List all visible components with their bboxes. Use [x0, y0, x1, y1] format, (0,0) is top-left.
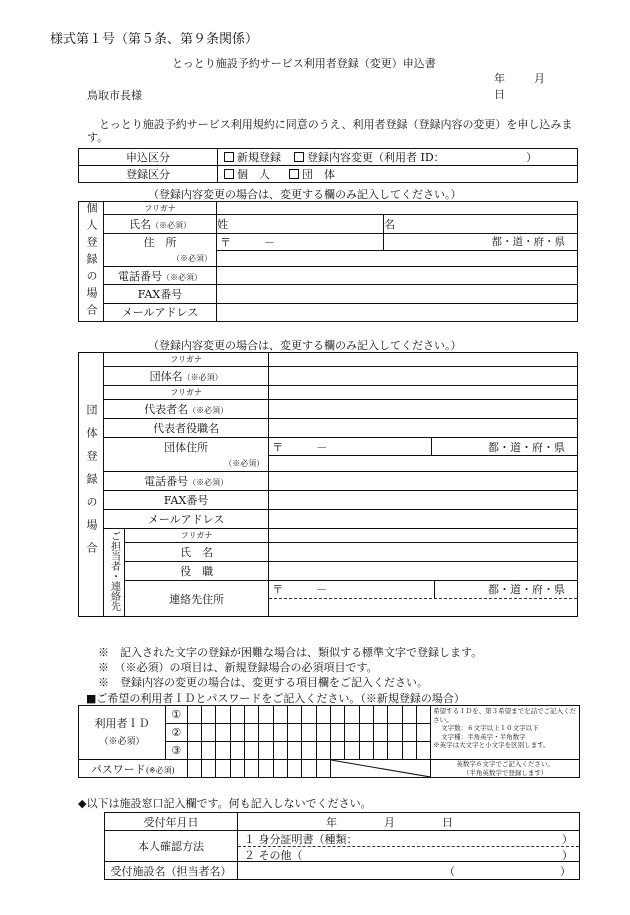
id3-char-cell[interactable] [359, 742, 373, 760]
change-registration-label: 登録内容変更（利用者 ID： [307, 151, 445, 164]
change-note-2: （登録内容変更の場合は、変更する欄のみ記入してください。） [148, 339, 462, 352]
pw-char-cell[interactable] [187, 760, 201, 778]
group-name-label: 団体名（※必須） [104, 367, 269, 386]
id3-char-cell[interactable] [230, 742, 244, 760]
method-2-line: ２ その他（ ） [244, 849, 573, 862]
office-heading: ◆以下は施設窓口記入欄です。何も記入しないでください。 [78, 797, 372, 810]
received-date-field [238, 813, 580, 831]
group-label: 団 体 [302, 168, 335, 181]
group-side-label: 団体登録の場合 [79, 353, 104, 617]
individual-address-label: 住 所 [104, 233, 217, 250]
identity-check-label: 本人確認方法 [105, 831, 238, 862]
method-1: １ 身分証明書（種類： [244, 833, 358, 846]
id2-char-cell[interactable] [287, 724, 301, 742]
contact-role-field[interactable] [269, 562, 578, 581]
contact-address-top [269, 581, 577, 599]
id-heading: ■ご希望の利用者ＩＤとパスワードをご記入ください。（※新規登録の場合） [86, 692, 465, 705]
id1-char-cell[interactable] [244, 706, 258, 724]
facility-label: 受付施設名（担当者名） [105, 862, 238, 880]
contact-name-label: 氏 名 [125, 543, 269, 562]
rep-name-field[interactable] [269, 400, 578, 419]
id2-char-cell[interactable] [345, 724, 359, 742]
id1-char-cell[interactable] [359, 706, 373, 724]
id2-char-cell[interactable] [216, 724, 230, 742]
id-choice-1: ① [166, 706, 188, 724]
individual-side-label: 個人登録の場合 [79, 202, 104, 322]
id3-char-cell[interactable] [388, 742, 402, 760]
individual-label: 個 人 [237, 168, 270, 181]
id3-char-cell[interactable] [259, 742, 273, 760]
method-1-line: １ 身分証明書（種類： ） [238, 831, 579, 847]
id2-char-cell[interactable] [244, 724, 258, 742]
date-line [494, 70, 574, 102]
contact-address-field[interactable] [269, 581, 578, 617]
id1-char-cell[interactable] [316, 706, 330, 724]
id-case-rule: ※英字は大文字と小文字を区別します。 [433, 741, 550, 749]
id3-char-cell[interactable] [345, 742, 359, 760]
office-month: 月 [384, 815, 395, 829]
contact-postal-mark: 〒 － [269, 581, 435, 598]
individual-email-label: メールアドレス [104, 303, 217, 321]
facility-field [238, 862, 580, 880]
surname-field[interactable] [217, 215, 384, 233]
id1-char-cell[interactable] [388, 706, 402, 724]
id-choice-3: ③ [166, 742, 188, 760]
application-type-label: 申込区分 [79, 149, 218, 166]
facility-open: （ [444, 864, 455, 878]
group-prefecture[interactable] [432, 438, 578, 456]
id1-char-cell[interactable] [273, 706, 287, 724]
office-day: 日 [442, 815, 453, 829]
postal-mark: 〒 － [220, 235, 275, 249]
id2-char-cell[interactable] [302, 724, 316, 742]
password-help-2: （半角英数字で登録します） [462, 768, 548, 777]
rep-furigana-label: フリガナ [104, 386, 269, 400]
id3-char-cell[interactable] [187, 742, 201, 760]
pw-char-cell[interactable] [201, 760, 215, 778]
id2-char-cell[interactable] [201, 724, 215, 742]
id1-char-cell[interactable] [402, 706, 416, 724]
rep-furigana-field[interactable] [269, 386, 578, 400]
group-fax-label: FAX番号 [104, 491, 269, 510]
contact-side-cell [104, 529, 125, 617]
rep-name-label: 代表者名（※必須） [104, 400, 269, 419]
id1-char-cell[interactable] [416, 706, 430, 724]
id1-char-cell[interactable] [287, 706, 301, 724]
individual-checkbox[interactable] [224, 169, 234, 179]
password-required: (※必須) [145, 765, 175, 775]
application-table [78, 148, 578, 183]
individual-furigana-label: フリガナ [104, 202, 217, 215]
registration-class-label: 登録区分 [79, 166, 218, 183]
new-registration-checkbox[interactable] [224, 152, 234, 162]
id1-char-cell[interactable] [330, 706, 344, 724]
contact-furigana-label: フリガナ [125, 529, 269, 543]
id-help-cell [431, 706, 580, 760]
id2-char-cell[interactable] [388, 724, 402, 742]
pw-char-cell[interactable] [273, 760, 287, 778]
contact-side-label: ご担当者・連絡先 [108, 531, 120, 611]
office-table [104, 812, 580, 880]
id3-char-cell[interactable] [216, 742, 230, 760]
change-close: ） [526, 151, 538, 164]
id1-char-cell[interactable] [259, 706, 273, 724]
change-note-1: （登録内容変更の場合は、変更する欄のみ記入してください。） [148, 188, 462, 201]
id3-char-cell[interactable] [402, 742, 416, 760]
received-date-label: 受付年月日 [105, 813, 238, 831]
individual-name-label: 氏名（※必須） [104, 215, 217, 233]
note-3: ※ 登録内容の変更の場合は、変更する項目欄をご記入ください。 [98, 676, 428, 689]
individual-fax-field[interactable] [217, 285, 578, 303]
password-unused-cell [330, 760, 430, 778]
password-label-cell [79, 760, 188, 778]
id2-char-cell[interactable] [416, 724, 430, 742]
intro-text: とっとり施設予約サービス利用規約に同意のうえ、利用者登録（登録内容の変更）を申し込みます。 [87, 118, 573, 144]
id1-char-cell[interactable] [201, 706, 215, 724]
group-furigana-field[interactable] [269, 353, 578, 367]
id3-char-cell[interactable] [287, 742, 301, 760]
id3-char-cell[interactable] [416, 742, 430, 760]
pw-char-cell[interactable] [287, 760, 301, 778]
id3-char-cell[interactable] [330, 742, 344, 760]
password-strike-line [331, 760, 430, 777]
id1-char-cell[interactable] [373, 706, 387, 724]
notes [98, 645, 482, 690]
note-2: ※ （※必須）の項目は、新規登録場合の必須項目です。 [98, 661, 378, 674]
addressee: 鳥取市長様 [87, 89, 142, 102]
group-prefecture-label: 都・道・府・県 [488, 440, 565, 454]
rep-title-label: 代表者役職名 [104, 419, 269, 438]
id2-char-cell[interactable] [316, 724, 330, 742]
group-phone-label: 電話番号（※必須） [104, 472, 269, 491]
new-registration-label: 新規登録 [237, 151, 281, 164]
individual-furigana-field[interactable] [217, 202, 578, 215]
identity-check-field [238, 831, 580, 862]
group-postal[interactable] [269, 438, 432, 456]
rep-title-field[interactable] [269, 419, 578, 438]
individual-postal[interactable] [217, 233, 384, 250]
group-address-required: （※必須） [104, 456, 269, 472]
group-furigana-label: フリガナ [104, 353, 269, 367]
user-id-table [78, 705, 580, 778]
id1-char-cell[interactable] [230, 706, 244, 724]
pw-char-cell[interactable] [244, 760, 258, 778]
facility-close: ） [560, 864, 571, 878]
individual-address-field[interactable] [217, 250, 578, 266]
id2-char-cell[interactable] [359, 724, 373, 742]
change-registration-checkbox[interactable] [294, 152, 304, 162]
group-checkbox[interactable] [289, 169, 299, 179]
pw-char-cell[interactable] [216, 760, 230, 778]
id2-char-cell[interactable] [273, 724, 287, 742]
date-day: 日 [494, 88, 505, 101]
date-month: 月 [534, 72, 545, 85]
surname-label: 姓 [217, 217, 228, 231]
password-label: パスワード [90, 762, 146, 776]
group-email-field[interactable] [269, 510, 578, 529]
individual-fax-label: FAX番号 [104, 285, 217, 303]
individual-prefecture[interactable] [384, 233, 578, 250]
form-title: とっとり施設予約サービス利用者登録（変更）申込書 [172, 57, 436, 70]
password-help-1: 英数字６文字でご記入ください。 [456, 760, 554, 768]
id-length-rule: 文字数：６文字以上１０文字以下 [441, 724, 539, 732]
individual-phone-field[interactable] [217, 267, 578, 285]
application-type-options [218, 149, 578, 166]
contact-role-label: 役 職 [125, 562, 269, 581]
id2-char-cell[interactable] [330, 724, 344, 742]
id1-char-cell[interactable] [302, 706, 316, 724]
group-phone-field[interactable] [269, 472, 578, 491]
user-id-label: 利用者ＩＤ [94, 716, 150, 730]
id3-char-cell[interactable] [201, 742, 215, 760]
form-number: 様式第１号（第５条、第９条関係） [50, 32, 259, 47]
user-id-label-cell [79, 706, 166, 760]
pw-char-cell[interactable] [259, 760, 273, 778]
date-year: 年 [494, 72, 505, 85]
pw-char-cell[interactable] [230, 760, 244, 778]
contact-furigana-field[interactable] [269, 529, 578, 543]
contact-prefecture-label: 都・道・府・県 [488, 583, 565, 596]
id-help: 希望するＩＤを、第３希望まで左詰でご記入ください。 [433, 707, 577, 724]
id-type-rule: 文字種：半角英字・半角数字 [441, 732, 526, 741]
method-2: ２ その他（ [244, 849, 303, 862]
office-year: 年 [326, 815, 337, 829]
id3-char-cell[interactable] [302, 742, 316, 760]
id1-char-cell[interactable] [187, 706, 201, 724]
password-help-cell [431, 760, 580, 778]
given-name-label: 名 [384, 217, 395, 231]
group-fax-field[interactable] [269, 491, 578, 510]
id2-char-cell[interactable] [187, 724, 201, 742]
note-1: ※ 記入された文字の登録が困難な場合は、類似する標準文字で登録します。 [98, 646, 483, 659]
id1-char-cell[interactable] [216, 706, 230, 724]
group-name-field[interactable] [269, 367, 578, 386]
id2-char-cell[interactable] [230, 724, 244, 742]
prefecture-label: 都・道・府・県 [491, 236, 565, 249]
id2-char-cell[interactable] [373, 724, 387, 742]
pw-char-cell[interactable] [316, 760, 330, 778]
pw-char-cell[interactable] [302, 760, 316, 778]
individual-address-required: （※必須） [104, 250, 217, 266]
individual-table [78, 201, 578, 322]
id-choice-2: ② [166, 724, 188, 742]
group-postal-mark: 〒 － [272, 440, 328, 454]
id3-char-cell[interactable] [373, 742, 387, 760]
group-table [78, 352, 578, 617]
individual-phone-label: 電話番号（※必須） [104, 267, 217, 285]
given-name-field[interactable] [384, 215, 578, 233]
group-address-label: 団体住所 [104, 438, 269, 456]
id3-char-cell[interactable] [316, 742, 330, 760]
contact-name-field[interactable] [269, 543, 578, 562]
id1-char-cell[interactable] [345, 706, 359, 724]
group-email-label: メールアドレス [104, 510, 269, 529]
id2-char-cell[interactable] [402, 724, 416, 742]
id2-char-cell[interactable] [259, 724, 273, 742]
user-id-required: （※必須） [99, 736, 145, 747]
id3-char-cell[interactable] [273, 742, 287, 760]
id3-char-cell[interactable] [244, 742, 258, 760]
individual-email-field[interactable] [217, 303, 578, 321]
group-address-field[interactable] [269, 456, 578, 472]
registration-class-options [218, 166, 578, 183]
contact-address-label: 連絡先住所 [125, 581, 269, 617]
